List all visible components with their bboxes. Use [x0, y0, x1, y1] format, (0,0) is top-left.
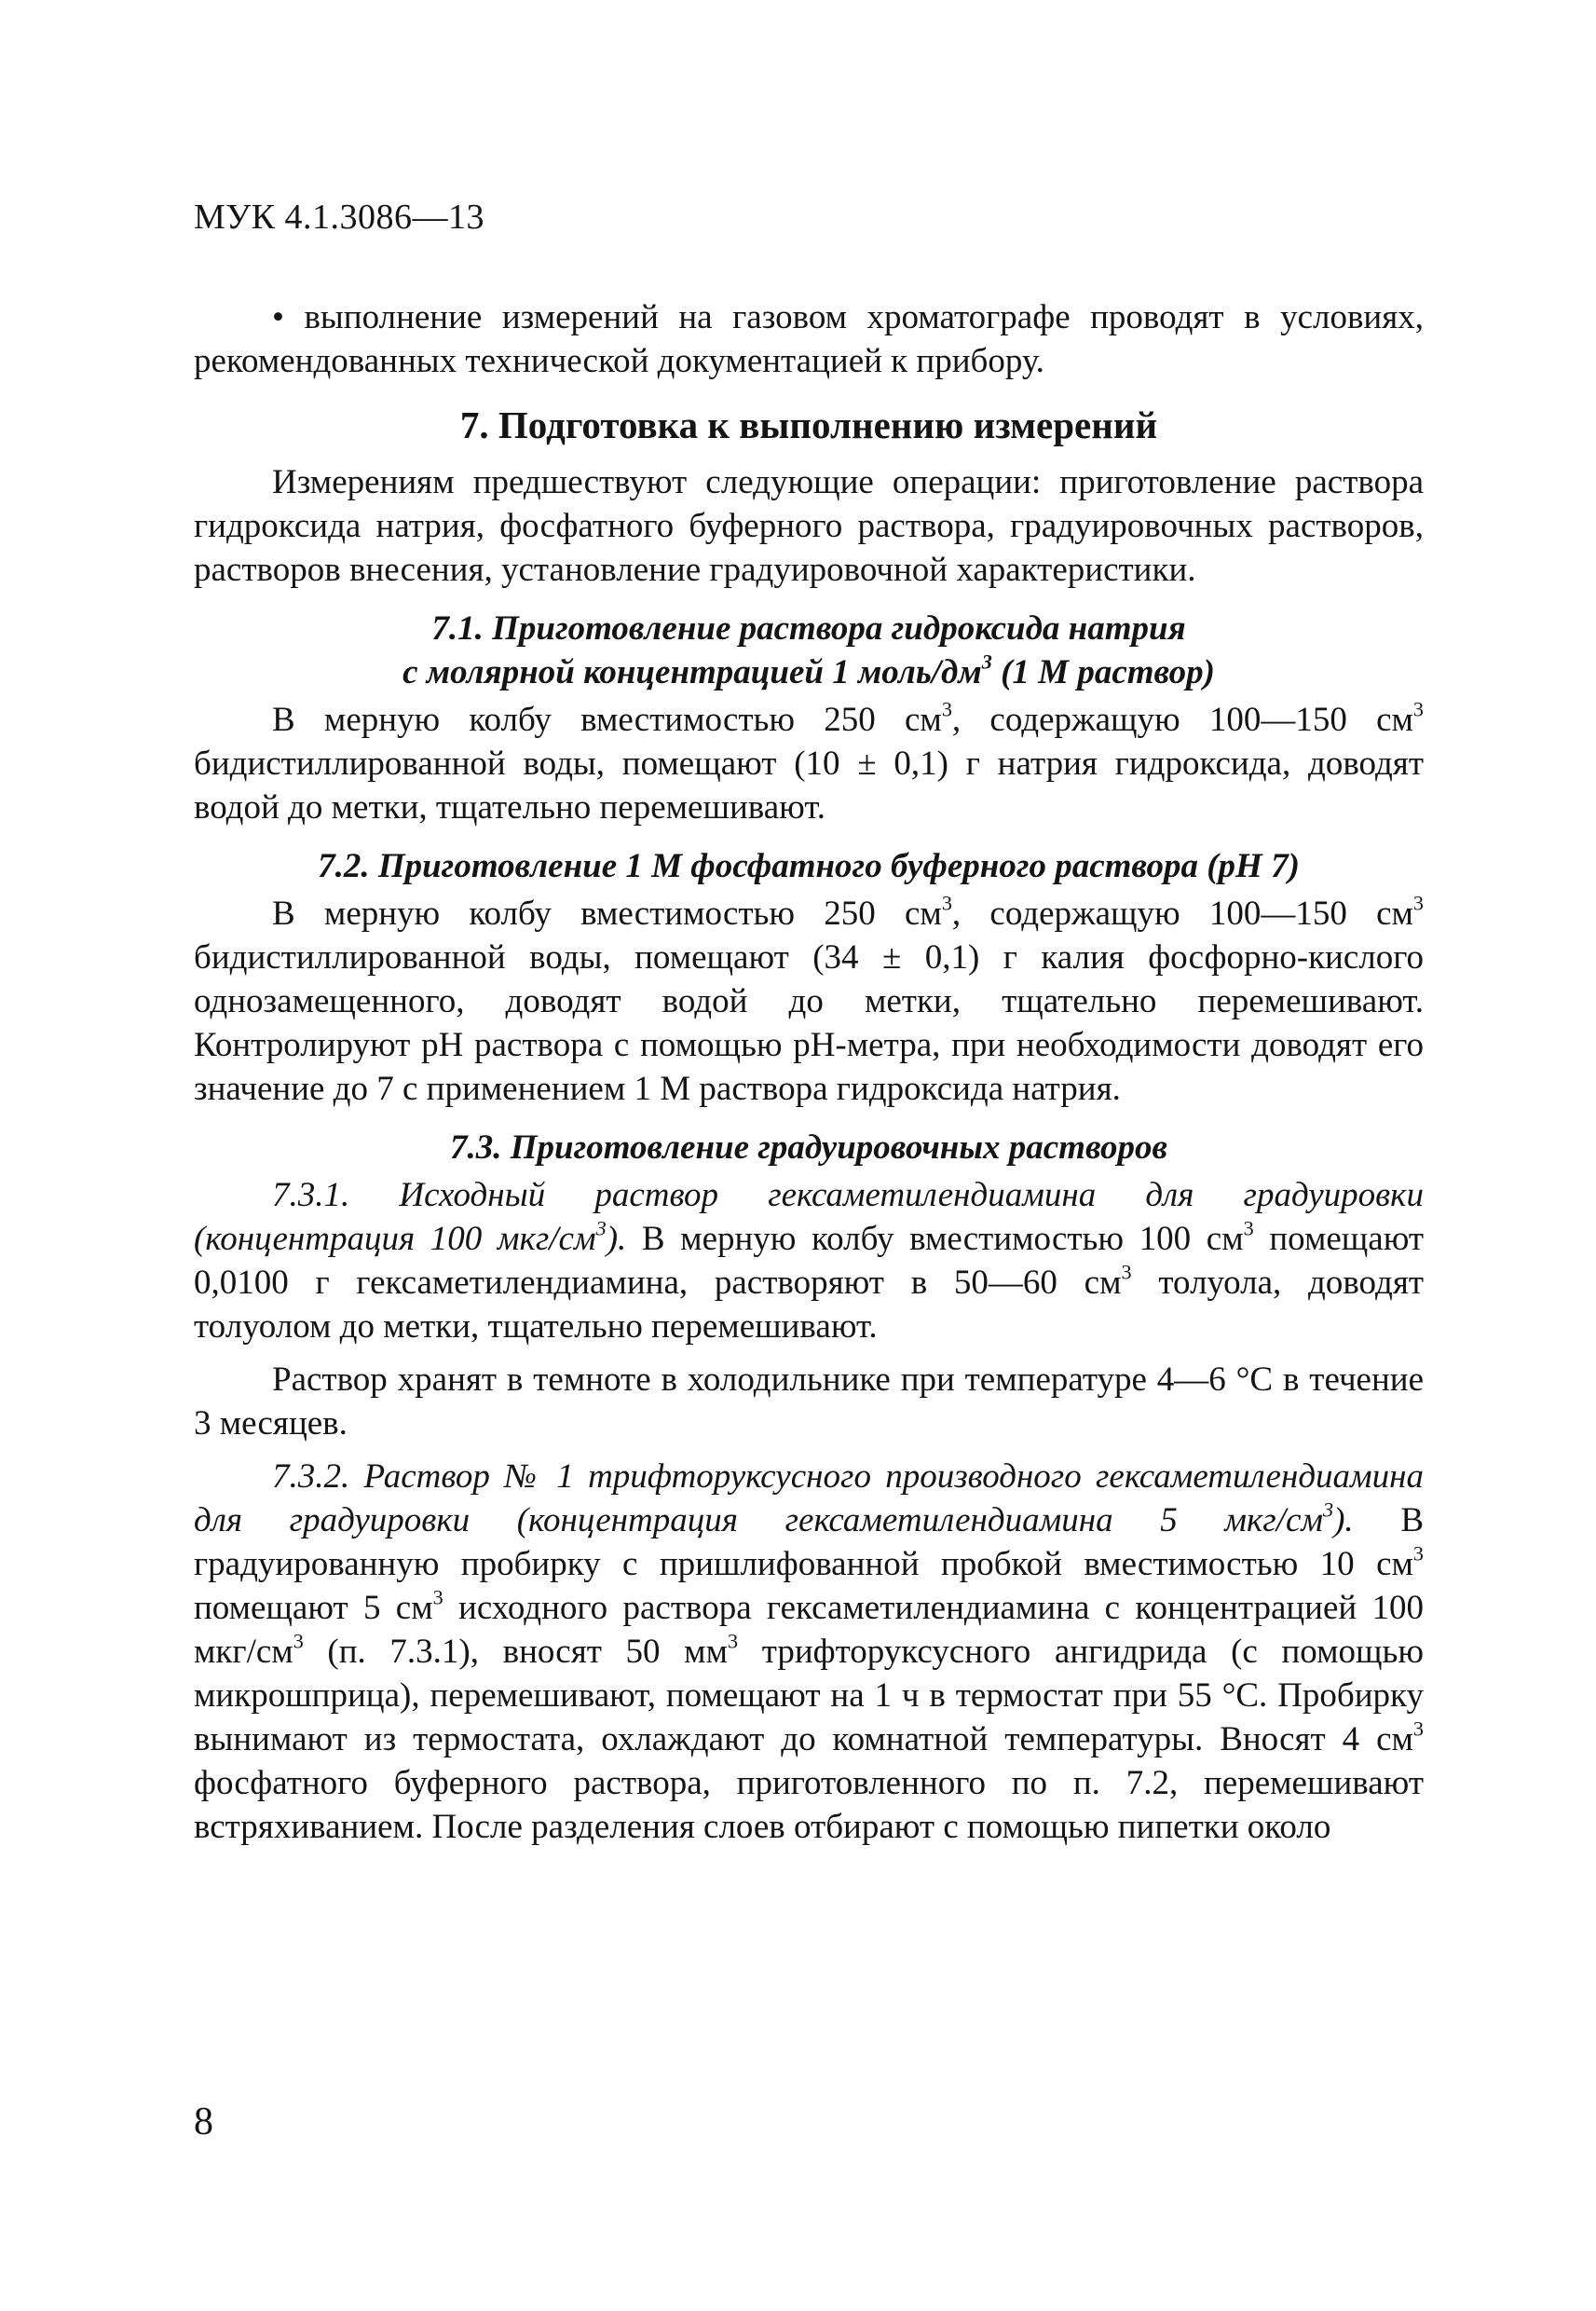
superscript: 3 [941, 697, 952, 721]
title-line2-part-b: (1 М раствор) [991, 653, 1215, 691]
page-number: 8 [194, 2100, 213, 2143]
italic-run: 7.3.2. Раствор № 1 трифторуксусного производного гексаметилендиамина для градуировки (концентрация гексаметилендиамина 5 мкг/см [194, 1457, 1424, 1539]
superscript: 3 [1323, 1497, 1334, 1522]
superscript: 3 [432, 1585, 443, 1609]
italic-run: ). [606, 1220, 627, 1258]
bullet-paragraph: • выполнение измерений на газовом хроматографе проводят в условиях, рекомендованных технической документацией к прибору. [194, 298, 1424, 380]
superscript: 3 [293, 1629, 304, 1653]
superscript: 3 [595, 1216, 607, 1240]
section-7-title: 7. Подготовка к выполнению измерений [459, 403, 1158, 446]
text-run: помещают 5 см [194, 1589, 433, 1627]
text-run: (п. 7.3.1), вносят 50 мм [303, 1633, 728, 1671]
italic-run: ). [1333, 1501, 1354, 1539]
text-run: В мерную колбу вместимостью 250 см [272, 701, 942, 739]
superscript: 3 [1243, 1216, 1254, 1240]
text-run: , содержащую 100—150 см [951, 895, 1413, 933]
text-run: бидистиллированной воды, помещают (10 ± 0,1) г натрия гидроксида, доводят водой до метки, тщательно перемешивают. [194, 745, 1424, 827]
section-7-3-2-paragraph [194, 1455, 1424, 1849]
section-7-3-title: 7.3. Приготовление градуировочных растворов [449, 1128, 1168, 1167]
superscript: 3 [1121, 1260, 1132, 1284]
text-run: В градуированную пробирку с пришлифованной пробкой вместимостью 10 см [194, 1501, 1424, 1583]
title-line2-part-a: с молярной концентрацией 1 моль/дм [402, 653, 982, 691]
section-7-2-title: 7.2. Приготовление 1 М фосфатного буферного раствора (рН 7) [318, 847, 1300, 885]
italic-run: 7.3.1. Исходный раствор гексаметилендиамина для градуировки (концентрация 100 мкг/см [194, 1176, 1424, 1258]
text-run: В мерную колбу вместимостью 250 см [272, 895, 942, 933]
superscript: 3 [728, 1629, 739, 1653]
text-run: толуола, доводят толуолом до метки, тщательно перемешивают. [194, 1264, 1425, 1346]
section-7-1-title-line1: 7.1. Приготовление раствора гидроксида натрия [431, 609, 1186, 648]
text-run: трифторуксусного ангидрида (с помощью микрошприца), перемешивают, помещают на 1 ч в термостат при 55 °С. Пробирку вынимают из термостата, охлаждают до комнатной температуры. Вносят 4 см [194, 1633, 1424, 1758]
superscript: 3 [1412, 1716, 1424, 1741]
section-7-1-title-line2 [194, 650, 1424, 694]
text-run: В мерную колбу вместимостью 100 см [626, 1220, 1244, 1258]
text-run: , содержащую 100—150 см [951, 701, 1413, 739]
section-7-intro: Измерениям предшествуют следующие операции: приготовление раствора гидроксида натрия, фосфатного буферного раствора, градуировочных растворов, растворов внесения, установление градуировочной характеристики. [194, 463, 1424, 589]
superscript: 3 [1412, 1541, 1424, 1566]
superscript: 3 [981, 650, 992, 674]
section-7-1-title [194, 607, 1424, 694]
document-page [194, 196, 1424, 1858]
text-run: исходного раствора гексаметилендиамина с концентрацией 100 мкг/см [194, 1589, 1424, 1671]
section-7-3-1-paragraph [194, 1173, 1424, 1348]
text-run: фосфатного буферного раствора, приготовленного по п. 7.2, перемешивают встряхиванием. После разделения слоев отбирают с помощью пипетки около [194, 1764, 1424, 1846]
superscript: 3 [941, 891, 952, 915]
section-7-2-paragraph [194, 892, 1424, 1111]
text-run: бидистиллированной воды, помещают (34 ± 0,1) г калия фосфорно-кислого однозамещенного, доводят водой до метки, тщательно перемешивают. Контролируют рН раствора с помощью рН-метра, при необходимости доводят его значение до 7 с применением 1 М раствора гидроксида натрия. [194, 938, 1424, 1108]
superscript: 3 [1412, 697, 1424, 721]
text-run: помещают 0,0100 г гексаметилендиамина, растворяют в 50—60 см [194, 1220, 1425, 1302]
section-7-1-paragraph [194, 698, 1424, 829]
superscript: 3 [1412, 891, 1424, 915]
document-header: МУК 4.1.3086—13 [194, 198, 485, 237]
storage-paragraph: Раствор хранят в темноте в холодильнике при температуре 4—6 °С в течение 3 месяцев. [194, 1361, 1424, 1443]
